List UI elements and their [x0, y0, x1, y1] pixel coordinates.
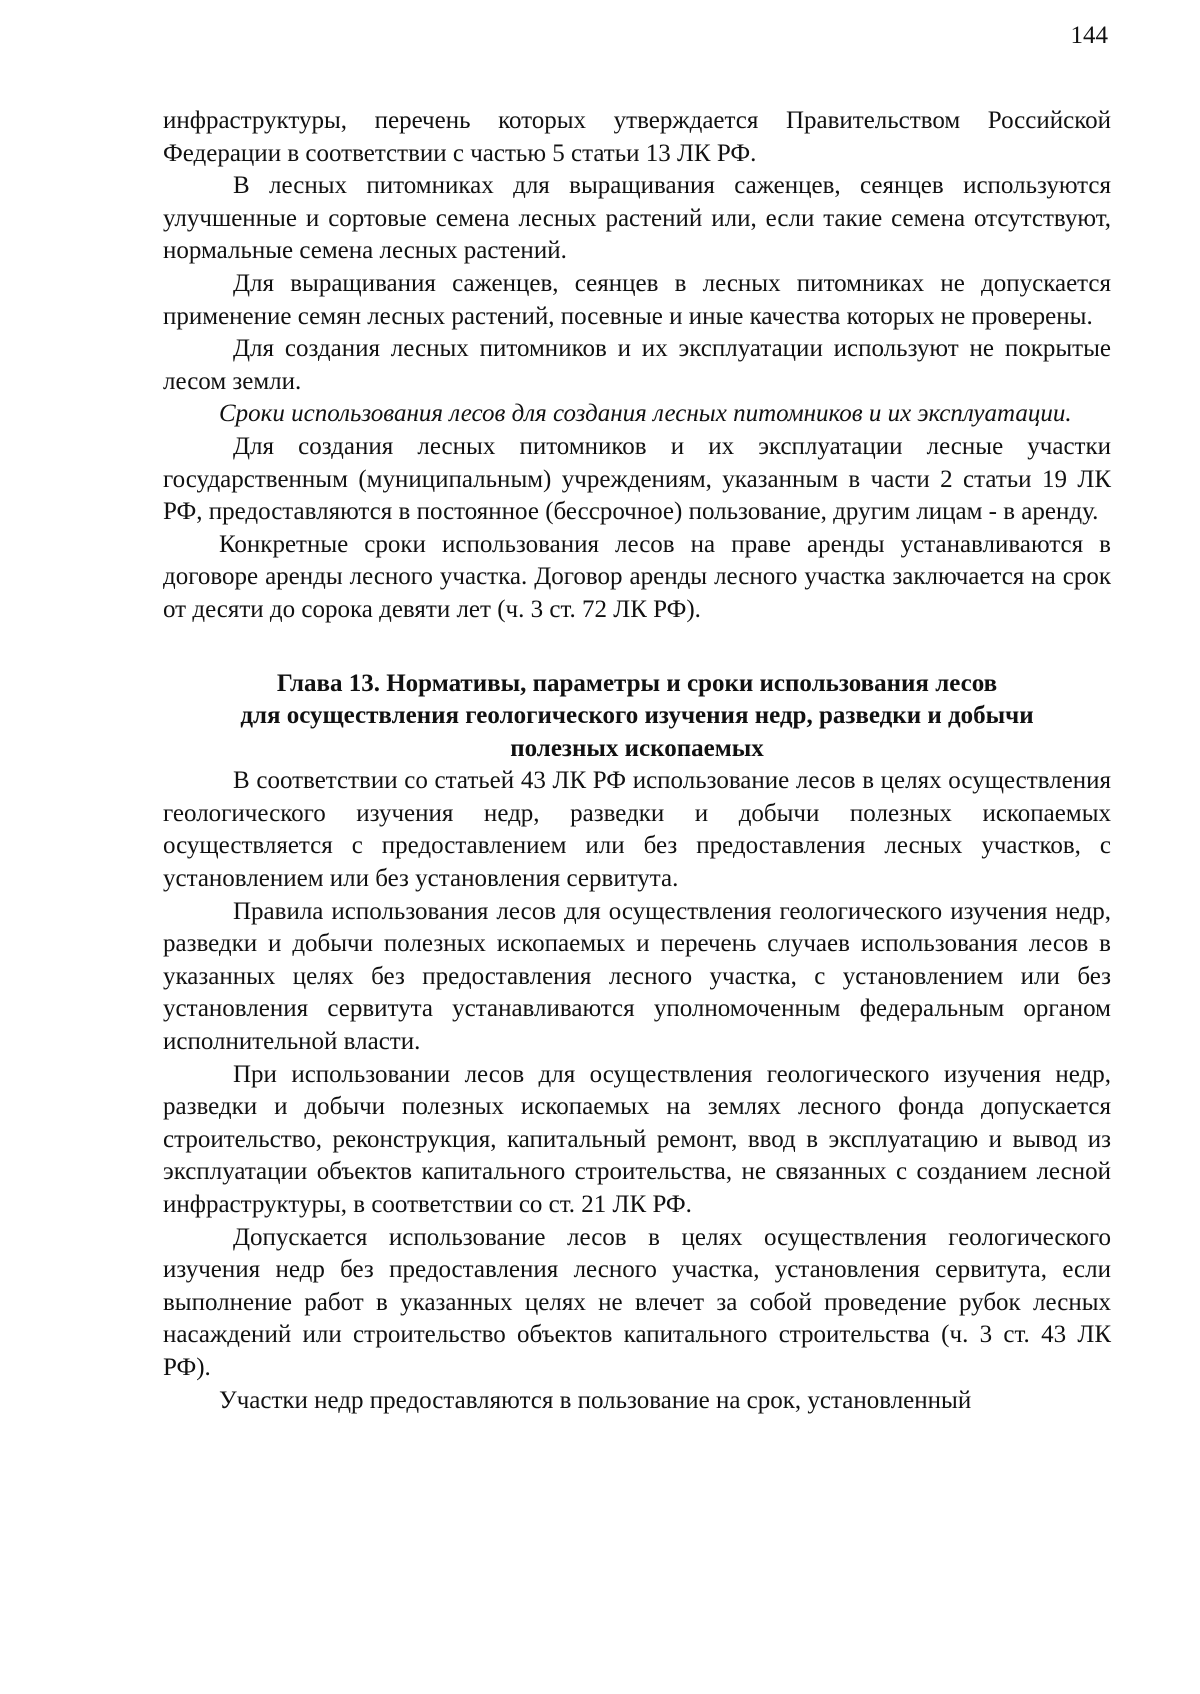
- paragraph: Для выращивания саженцев, сеянцев в лесных питомниках не допускается применение семян лесных растений, посевные и иные качества которых не проверены.: [163, 269, 1111, 330]
- paragraph: В соответствии со статьей 43 ЛК РФ использование лесов в целях осуществления геологического изучения недр, разведки и добычи полезных ископаемых осуществляется с предоставлением или без предоставления лесных участков, с установлением или без установления сервитута.: [163, 767, 1111, 893]
- body-text: [163, 105, 1111, 1417]
- italic-subheading: Сроки использования лесов для создания лесных питомников и их эксплуатации.: [219, 400, 1072, 428]
- chapter-heading-line: полезных ископаемых: [510, 734, 764, 762]
- paragraph: Для создания лесных питомников и их эксплуатации лесные участки государственным (муниципальным) учреждениям, указанным в части 2 статьи 19 ЛК РФ, предоставляются в постоянное (бессрочное) пользование, другим лицам - в аренду.: [163, 432, 1111, 526]
- chapter-heading-line: Глава 13. Нормативы, параметры и сроки использования лесов: [276, 669, 998, 697]
- paragraph: Для создания лесных питомников и их эксплуатации используют не покрытые лесом земли.: [163, 335, 1111, 395]
- paragraph: Участки недр предоставляются в пользование на срок, установленный: [219, 1386, 972, 1414]
- paragraph: В лесных питомниках для выращивания саженцев, сеянцев используются улучшенные и сортовые семена лесных растений или, если такие семена отсутствуют, нормальные семена лесных растений.: [163, 172, 1111, 265]
- chapter-heading: [163, 668, 1111, 766]
- page-number: 144: [1070, 22, 1108, 49]
- chapter-heading-line: для осуществления геологического изучения недр, разведки и добычи: [240, 702, 1034, 730]
- paragraph: Правила использования лесов для осуществления геологического изучения недр, разведки и добычи полезных ископаемых и перечень случаев использования лесов в указанных целях без предоставления лесного участка, с установлением или без установления сервитута устанавливаются уполномоченным федеральным органом исполнительной власти.: [163, 897, 1111, 1056]
- paragraph: инфраструктуры, перечень которых утверждается Правительством Российской Федерации в соответствии с частью 5 статьи 13 ЛК РФ.: [163, 107, 1111, 167]
- paragraph: При использовании лесов для осуществления геологического изучения недр, разведки и добычи полезных ископаемых на землях лесного фонда допускается строительство, реконструкция, капитальный ремонт, ввод в эксплуатацию и вывод из эксплуатации объектов капитального строительства, не связанных с созданием лесной инфраструктуры, в соответствии со ст. 21 ЛК РФ.: [163, 1060, 1111, 1218]
- paragraph: Допускается использование лесов в целях осуществления геологического изучения недр без предоставления лесного участка, установления сервитута, если выполнение работ в указанных целях не влечет за собой проведение рубок лесных насаждений или строительство объектов капитального строительства (ч. 3 ст. 43 ЛК РФ).: [163, 1223, 1111, 1381]
- paragraph: Конкретные сроки использования лесов на праве аренды устанавливаются в договоре аренды лесного участка. Договор аренды лесного участка заключается на срок от десяти до сорока девяти лет (ч. 3 ст. 72 ЛК РФ).: [163, 530, 1111, 623]
